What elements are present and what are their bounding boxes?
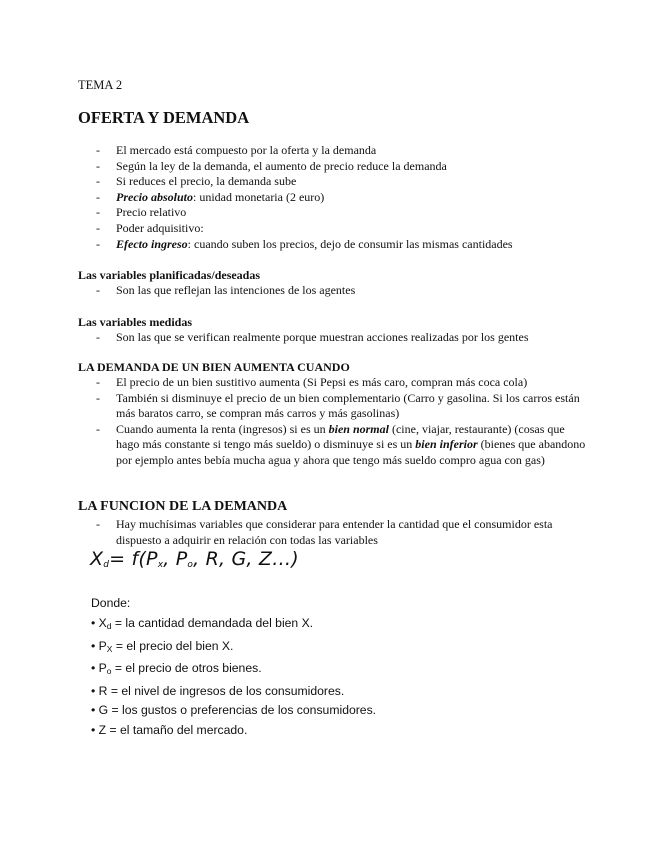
heading-variables-planificadas: Las variables planificadas/deseadas [78,268,261,282]
definition-item: • Z = el tamaño del mercado. [91,722,248,737]
term-bien-inferior: bien inferior [415,437,478,452]
tema-label: TEMA 2 [78,78,123,92]
medidas-list [78,330,588,346]
variable-definitions [91,614,376,741]
term-efecto-ingreso: Efecto ingreso [116,236,188,251]
definition-item: • $P_o$ = el precio de otros bienes. [91,661,262,677]
page-title: OFERTA Y DEMANDA [78,108,250,127]
list-item: - Precio absoluto: unidad monetaria (2 euro) [96,189,325,204]
list-item: - Según la ley de la demanda, el aumento de precio reduce la demanda [96,158,447,173]
list-item: - Son las que se verifican realmente porque muestran acciones realizadas por los gentes [96,330,529,344]
heading-funcion-demanda: LA FUNCION DE LA DEMANDA [78,499,288,514]
list-item: - Efecto ingreso: cuando suben los precios, dejo de consumir las mismas cantidades [96,236,513,251]
list-item: - También si disminuye el precio de un bien complementario (Carro y gasolina. Si los carros están más baratos carro, se compran más carros y más gasolinas) [96,390,580,421]
list-item: - Poder adquisitivo: [96,220,204,235]
list-item: - El mercado está compuesto por la oferta y la demanda [96,143,377,157]
definition-item: • $P_X$ = el precio del bien X. [91,638,234,654]
funcion-list [78,517,578,548]
heading-demanda-aumenta: LA DEMANDA DE UN BIEN AUMENTA CUANDO [78,360,350,374]
demand-function-formula: $X_d= f(P_x$, $P_o$, R, G, Z…) [90,548,299,570]
list-item: - Son las que reflejan las intenciones de los agentes [96,283,356,297]
list-item: - Precio relativo [96,205,187,220]
intro-list [78,143,588,252]
definition-item: • R = el nivel de ingresos de los consumidores. [91,683,345,698]
heading-variables-medidas: Las variables medidas [78,315,193,329]
term-precio-absoluto: Precio absoluto [116,189,193,204]
list-item: - Si reduces el precio, la demanda sube [96,174,297,189]
list-item: - El precio de un bien sustitivo aumenta (Si Pepsi es más caro, compran más coca cola) [96,375,528,389]
definition-item: • G = los gustos o preferencias de los consumidores. [91,703,377,718]
demanda-aumenta-list [78,375,588,469]
planificadas-list [78,283,588,299]
list-item: - Hay muchísimas variables que considerar para entender la cantidad que el consumidor esta dispuesto a adquirir en relación con todas las variables [96,517,553,547]
definition-item: • $X_d$ = la cantidad demandada del bien X. [91,616,314,631]
term-bien-normal: bien normal [328,421,389,436]
list-item: - Cuando aumenta la renta (ingresos) si es un bien normal (cine, viajar, restaurante) (cosas que hago más constante si tengo más sueldo) o disminuye si es un bien inferior (bienes que abandono por ejemplo antes bebía mucha agua y ahora que tengo más sueldo compro agua con gas) [96,421,586,467]
donde-label: Donde: [91,596,131,610]
